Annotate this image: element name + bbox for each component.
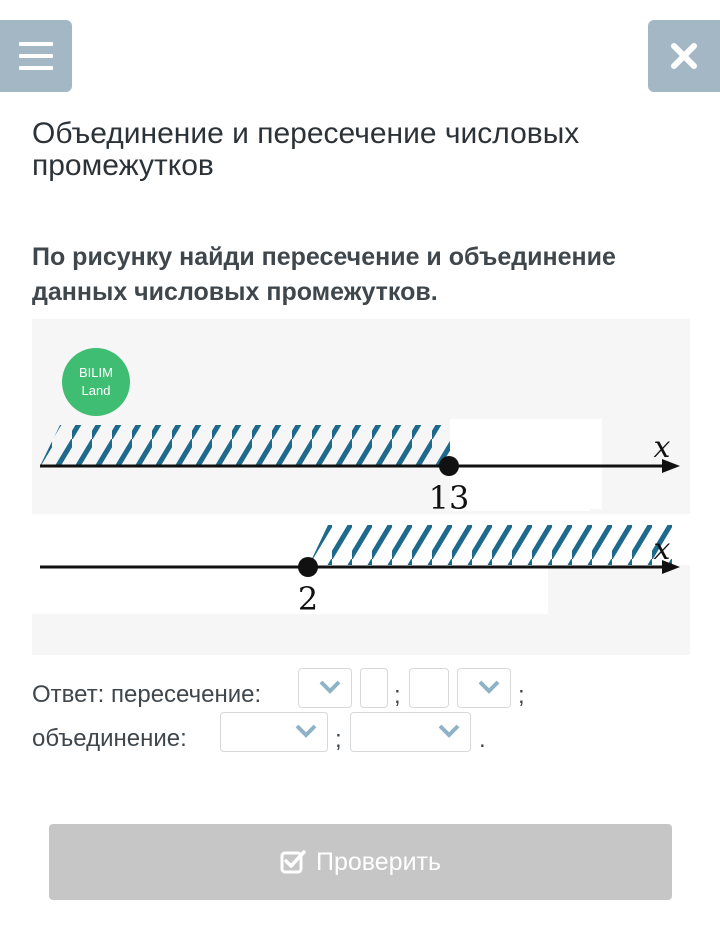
semicolon-separator: ; — [335, 726, 342, 753]
menu-button[interactable] — [0, 20, 72, 92]
intersection-right-value-input[interactable] — [409, 668, 449, 708]
check-button-label: Проверить — [315, 847, 442, 876]
lesson-title: Объединение и пересечение числовых промежутков — [32, 117, 580, 182]
question-text: По рисунку найди пересечение и объединение данных числовых промежутков. — [32, 243, 616, 306]
chevron-down-icon — [478, 680, 500, 694]
intersection-right-bracket-select[interactable] — [457, 668, 511, 708]
check-button[interactable] — [49, 824, 672, 900]
bilimland-logo — [62, 348, 130, 416]
hamburger-menu-icon — [19, 42, 53, 70]
chevron-down-icon — [319, 680, 341, 694]
chevron-down-icon — [438, 724, 460, 738]
svg-text:BILIM: BILIM — [79, 365, 113, 380]
checkbox-check-icon — [280, 850, 306, 874]
union-right-select[interactable] — [350, 712, 471, 752]
axis-label-x-2: x — [653, 532, 671, 567]
semicolon-separator: ; — [394, 682, 401, 709]
svg-text:Land: Land — [81, 383, 111, 398]
intersection-left-value-input[interactable] — [360, 668, 388, 708]
intersection-left-bracket-select[interactable] — [298, 668, 352, 708]
period-separator: . — [479, 726, 486, 753]
hatch-region-1 — [40, 425, 450, 466]
point-2 — [298, 557, 318, 577]
point-label-2: 2 — [297, 580, 319, 618]
number-line-figure — [32, 319, 690, 655]
semicolon-separator: ; — [518, 682, 525, 709]
close-button[interactable] — [648, 20, 720, 92]
point-label-13: 13 — [428, 479, 470, 517]
intersection-label: Ответ: пересечение: — [32, 681, 262, 708]
union-label: объединение: — [32, 725, 187, 752]
hatch-region-2 — [308, 525, 672, 567]
point-13 — [439, 456, 459, 476]
union-left-select[interactable] — [220, 712, 328, 752]
close-x-icon — [670, 42, 698, 70]
axis-label-x-1: x — [653, 430, 671, 465]
chevron-down-icon — [295, 724, 317, 738]
